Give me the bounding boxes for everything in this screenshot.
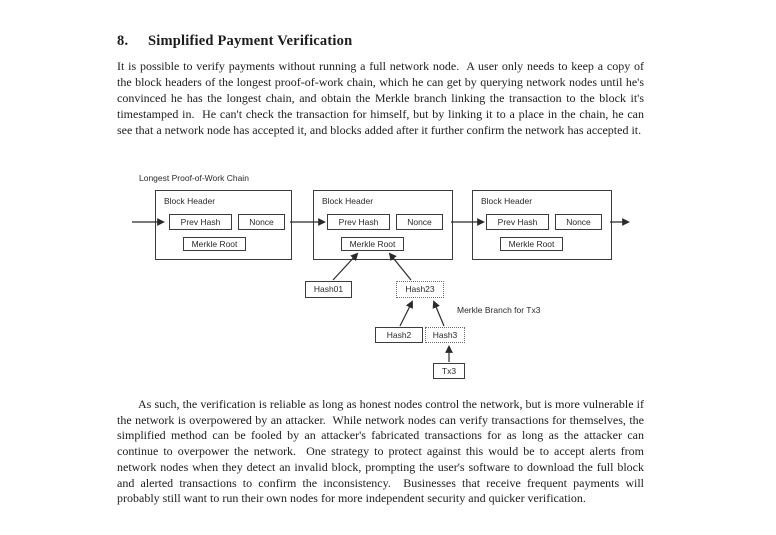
section-title: Simplified Payment Verification [148,33,353,49]
block-header-label: Block Header [164,196,216,206]
hash01-box: Hash01 [305,281,352,298]
paragraph-conclusion: As such, the verification is reliable as long as honest nodes control the network, but is more vulnerable if the network is overpowered by an attacker. While network nodes can verify transactions for themselves, the simplified method can be fooled by an attacker's fabricated transactions for as long as the attacker can continue to overpower the network. One strategy to protect against this would be to accept alerts from network nodes when they detect an invalid block, prompting the user's software to download the full block and alerted transactions to confirm the inconsistency. Businesses that receive frequent payments will probably still want to run their own nodes for more independent security and quicker verification. [117,397,647,506]
chain-label: Longest Proof-of-Work Chain [139,173,249,183]
prev-hash-box: Prev Hash [486,214,549,230]
paragraph-intro: It is possible to verify payments without running a full network node. A user only needs to keep a copy of the block headers of the longest proof-of-work chain, which he can get by querying network nodes until he's convinced he has the longest chain, and obtain the Merkle branch linking the transaction to the block it's timestamped in. He can't check the transaction for himself, but by linking it to a place in the chain, he can see that a network node has accepted it, and blocks added after it further confirm the network has accepted it. [117,59,647,137]
hash23-box: Hash23 [396,281,444,298]
merkle-root-box: Merkle Root [500,237,563,251]
nonce-box: Nonce [396,214,443,230]
hash2-box: Hash2 [375,327,423,343]
tx3-box: Tx3 [433,363,465,379]
nonce-box: Nonce [555,214,602,230]
merkle-branch-label: Merkle Branch for Tx3 [457,305,541,315]
prev-hash-box: Prev Hash [169,214,232,230]
merkle-root-box: Merkle Root [183,237,246,251]
block-header-label: Block Header [481,196,533,206]
block-header-label: Block Header [322,196,374,206]
block-header-box-2 [313,190,453,260]
prev-hash-box: Prev Hash [327,214,390,230]
nonce-box: Nonce [238,214,285,230]
section-number: 8. [117,33,129,49]
block-header-box-1 [155,190,292,260]
block-header-box-3 [472,190,612,260]
merkle-root-box: Merkle Root [341,237,404,251]
hash3-box: Hash3 [425,327,465,343]
section-heading [117,33,352,50]
